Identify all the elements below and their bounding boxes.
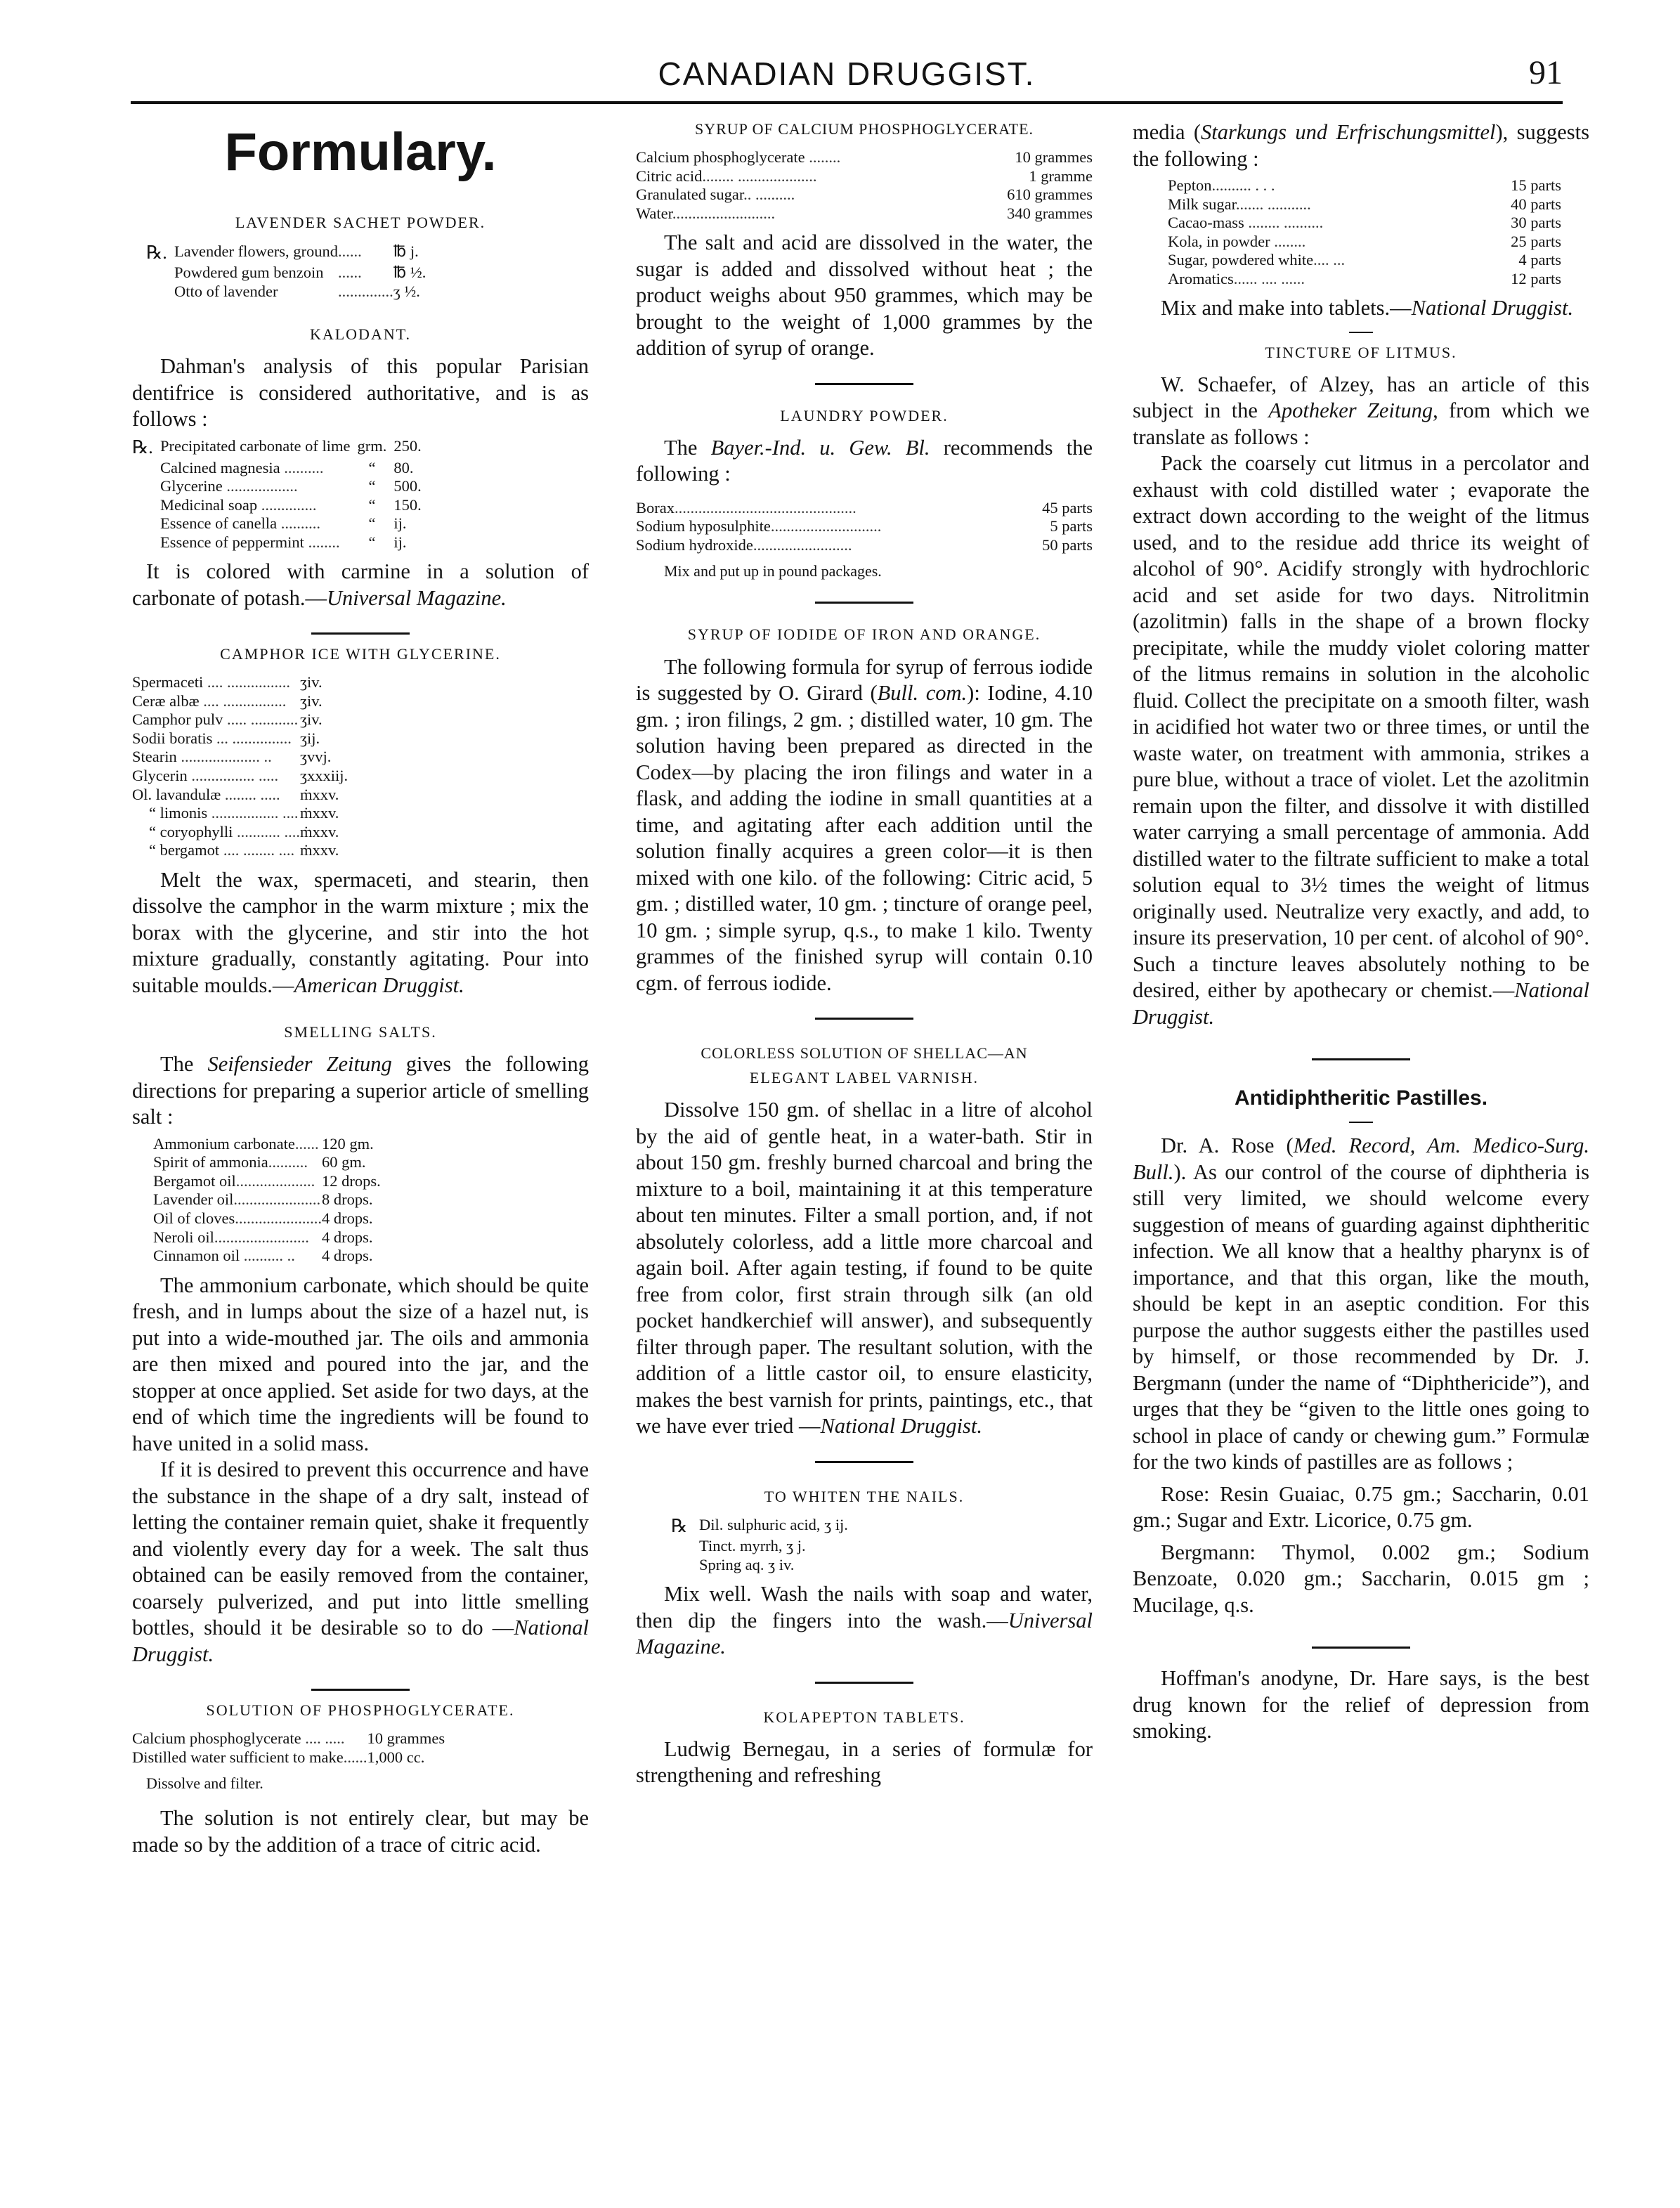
recipe-row bbox=[132, 767, 348, 786]
ingredient-qty: 500. bbox=[393, 477, 422, 495]
nails-text: Mix well. Wash the nails with soap and water, then dip the fingers into the wash.—Universal Magazine. bbox=[636, 1582, 1093, 1659]
recipe-row bbox=[132, 437, 422, 459]
ingredient-name: Borax.............................................. bbox=[636, 498, 857, 517]
heading-syrup-calcium: SYRUP OF CALCIUM PHOSPHOGLYCERATE. bbox=[694, 120, 1034, 138]
section-divider bbox=[815, 1461, 913, 1463]
ingredient-name: Glycerine .................. bbox=[160, 477, 298, 495]
ingredient-name: Ammonium carbonate...... bbox=[153, 1134, 319, 1152]
recipe-row bbox=[132, 1748, 445, 1767]
ingredient-qty: 30 parts bbox=[1511, 214, 1561, 232]
ingredient-qty: 5 parts bbox=[1050, 517, 1093, 535]
camphor-directions: Melt the wax, spermaceti, and stearin, then dissolve the camphor in the warm mixture ; mix the borax with the glycerine, and stir into the hot mixture gradually, constantly agitating. Pour into suitable moulds.—American Druggist. bbox=[132, 867, 589, 997]
phospho-recipe bbox=[132, 1729, 445, 1767]
ingredient-name: “ limonis ................. .... bbox=[149, 804, 299, 822]
ingredient-name: Calcium phosphoglycerate .... ..... bbox=[132, 1729, 345, 1748]
recipe-row bbox=[636, 536, 1093, 555]
column-2 bbox=[636, 119, 1093, 1789]
smelling-para-1: The ammonium carbonate, which should be quite fresh, and in lumps about the size of a hazel nut, is put into a wide-mouthed jar. The oils and ammonia are then mixed and poured into the jar, and the stopper at once applied. Set aside for two days, at the end of which time the ingredients will be found to have united in a solid mass. bbox=[132, 1273, 589, 1455]
ingredient-name: Bergamot oil.................... bbox=[153, 1171, 315, 1190]
heading-antidiphtheritic: Antidiphtheritic Pastilles. bbox=[1234, 1086, 1488, 1110]
heading-syrup-iodide: SYRUP OF IODIDE OF IRON AND ORANGE. bbox=[687, 625, 1041, 644]
ingredient-name: Tinct. myrrh, ʒ j. bbox=[699, 1537, 806, 1555]
page-number: 91 bbox=[1529, 54, 1563, 91]
rx-symbol: ℞. bbox=[146, 242, 167, 263]
litmus-para-1: W. Schaefer, of Alzey, has an article of this subject in the Apotheker Zeitung, from which we translate as follows : bbox=[1133, 372, 1589, 449]
source-citation: National Druggist. bbox=[820, 1414, 982, 1439]
ingredient-unit: “ bbox=[368, 514, 376, 533]
ingredient-qty: 8 drops. bbox=[321, 1190, 373, 1209]
ingredient-qty: ℔ ½. bbox=[393, 264, 426, 282]
ingredient-qty: 25 parts bbox=[1511, 232, 1561, 250]
ingredient-name: “ bergamot .... ........ .... bbox=[149, 841, 295, 859]
column-1 bbox=[132, 119, 589, 1858]
ingredient-qty: 50 parts bbox=[1042, 535, 1093, 554]
recipe-row bbox=[1168, 195, 1561, 214]
phospho-note: Dissolve and filter. bbox=[146, 1774, 263, 1793]
recipe-row bbox=[132, 673, 348, 692]
recipe-row bbox=[132, 748, 348, 767]
ingredient-qty: 1 gramme bbox=[1029, 167, 1093, 185]
ingredient-name: Calcium phosphoglycerate ........ bbox=[636, 148, 841, 167]
section-title-formulary: Formulary. bbox=[224, 122, 497, 182]
ingredient-name: Lavender oil...................... bbox=[153, 1190, 321, 1209]
ingredient-qty: 250. bbox=[393, 436, 422, 455]
section-divider bbox=[815, 602, 913, 604]
recipe-row bbox=[132, 841, 348, 860]
recipe-row bbox=[636, 167, 1093, 186]
section-divider bbox=[815, 383, 913, 385]
ingredient-name: Sugar, powdered white.... ... bbox=[1168, 251, 1346, 269]
recipe-row bbox=[132, 514, 422, 533]
ingredient-unit: “ bbox=[368, 477, 376, 495]
recipe-row bbox=[132, 823, 348, 842]
kola-end: Mix and make into tablets.—National Druggist. bbox=[1161, 296, 1574, 320]
ingredient-qty: ij. bbox=[393, 533, 407, 551]
recipe-row bbox=[671, 1537, 848, 1556]
ingredient-name: Lavender flowers, ground bbox=[174, 242, 339, 260]
ingredient-qty: 340 grammes bbox=[1007, 204, 1093, 222]
section-divider bbox=[815, 1682, 913, 1684]
ingredient-qty: 40 parts bbox=[1511, 195, 1561, 213]
recipe-row bbox=[153, 1190, 381, 1209]
smelling-intro: The Seifensieder Zeitung gives the following directions for preparing a superior article of smelling salt : bbox=[132, 1052, 590, 1129]
ingredient-qty: 610 grammes bbox=[1007, 186, 1093, 204]
ingredient-qty: 10 grammes bbox=[1015, 148, 1093, 167]
ingredient-name: Citric acid........ .................... bbox=[636, 167, 817, 185]
recipe-row bbox=[636, 186, 1093, 204]
ingredient-name: Cinnamon oil .......... .. bbox=[153, 1247, 295, 1265]
short-divider bbox=[1349, 332, 1373, 333]
recipe-row bbox=[132, 459, 422, 478]
ingredient-qty: ʒiv. bbox=[299, 710, 323, 729]
kalodant-intro: Dahman's analysis of this popular Parisian dentifrice is considered authoritative, and is as follows : bbox=[132, 354, 589, 431]
rx-symbol: ℞ bbox=[671, 1515, 688, 1536]
ingredient-name: Cacao-mass ........ .......... bbox=[1168, 214, 1324, 232]
recipe-row bbox=[132, 729, 348, 748]
section-divider bbox=[1312, 1647, 1410, 1649]
kalodant-recipe bbox=[132, 437, 422, 552]
ingredient-name: Sodium hyposulphite............................ bbox=[636, 517, 882, 535]
ingredient-unit: “ bbox=[368, 458, 376, 476]
ingredient-qty: ʒij. bbox=[299, 729, 320, 747]
ingredient-qty: 15 parts bbox=[1511, 176, 1561, 194]
ingredient-name: Ceræ albæ .... ................ bbox=[132, 691, 287, 710]
laundry-recipe bbox=[636, 499, 1093, 555]
recipe-row bbox=[132, 1729, 445, 1748]
ingredient-qty: ʒ ½. bbox=[393, 282, 420, 300]
ingredient-name: Medicinal soap .............. bbox=[160, 495, 317, 514]
heading-smelling-salts: SMELLING SALTS. bbox=[284, 1023, 437, 1041]
recipe-row bbox=[153, 1247, 381, 1266]
ingredient-qty: 120 gm. bbox=[321, 1134, 374, 1152]
kola-recipe bbox=[1168, 176, 1561, 288]
short-divider bbox=[1349, 1122, 1373, 1123]
litmus-para-2: Pack the coarsely cut litmus in a percolator and exhaust with cold distilled water ; evaporate the extract down according to the weight of the litmus used, and to the residue add thrice its weight of alcohol of 90°. Acidify strongly with hydrochloric acid and set aside for two days. Nitrolitmin (azolitmin) falls in the shape of a brown flocky precipitate, while the muddy violet coloring matter of the litmus remains in solution in the alcoholic fluid. Collect the precipitate on a smooth filter, wash in acidified hot water two or three times, or until the waste water, on treatment with ammonia, strikes a pure blue, without a trace of violet. Let the azolitmin remain upon the filter, and dissolve it with distilled water carrying a small percentage of ammonia. Add distilled water to the filtrate sufficient to make a total solution equal to 3½ times the weight of litmus originally used. Neutralize very exactly, and add, to insure its preservation, 10 per cent. of alcohol of 90°. Such a tincture leaves absolutely nothing to be desired, either by apothecary or chemist.—National Druggist. bbox=[1133, 451, 1589, 1029]
smelling-recipe bbox=[153, 1135, 381, 1266]
syrup-calcium-text: The salt and acid are dissolved in the water, the sugar is added and dissolved without heat ; the product weighs about 950 grammes, which may be brought to the weight of 1,000 grammes by the addition of syrup of orange. bbox=[636, 230, 1093, 361]
ingredient-name: Dil. sulphuric acid, ʒ ij. bbox=[699, 1515, 848, 1533]
ingredient-unit: grm. bbox=[357, 436, 387, 455]
recipe-row bbox=[132, 804, 348, 823]
ingredient-name: Sodii boratis ... ............... bbox=[132, 729, 292, 747]
ingredient-qty: 12 parts bbox=[1511, 269, 1561, 287]
recipe-row bbox=[1168, 176, 1561, 195]
source-citation: National Druggist. bbox=[1411, 296, 1574, 320]
recipe-row: Powdered gum benzoin ...... ℔ ½. bbox=[174, 264, 426, 282]
heading-whiten-nails: TO WHITEN THE NAILS. bbox=[764, 1487, 965, 1505]
section-divider bbox=[1312, 1058, 1410, 1060]
recipe-row: ℞. Lavender flowers, ground ...... ℔ j. bbox=[146, 242, 426, 264]
recipe-row bbox=[671, 1516, 848, 1538]
heading-camphor-ice: CAMPHOR ICE WITH GLYCERINE. bbox=[220, 645, 501, 663]
camphor-recipe bbox=[132, 673, 348, 859]
ingredient-qty: ʒiv. bbox=[299, 691, 323, 710]
recipe-row bbox=[636, 517, 1093, 536]
ingredient-name: “ coryophylli ........... .... bbox=[149, 822, 300, 840]
source-citation: National Druggist. bbox=[1133, 978, 1589, 1029]
ingredient-qty: 12 drops. bbox=[321, 1171, 381, 1190]
ingredient-name: Glycerin ................ ..... bbox=[132, 767, 279, 785]
ingredient-name: Spermaceti .... ................ bbox=[132, 673, 290, 691]
heading-shellac-line2: ELEGANT LABEL VARNISH. bbox=[749, 1069, 979, 1087]
ingredient-name: Essence of peppermint ........ bbox=[160, 533, 340, 551]
ingredient-name: Precipitated carbonate of lime bbox=[160, 436, 351, 455]
nails-recipe bbox=[671, 1516, 848, 1575]
kolapepton-text: Ludwig Bernegau, in a series of formulæ for strengthening and refreshing bbox=[636, 1736, 1093, 1788]
ingredient-name: Distilled water sufficient to make...... bbox=[132, 1748, 367, 1766]
iodide-text: The following formula for syrup of ferrous iodide is suggested by O. Girard (Bull. com.): Iodine, 4.10 gm. ; iron filings, 2 gm. ; distilled water, 10 gm. The solution having been prepared as directed in the Codex—by placing the iron filings and water in a flask, and adding the iodine in small quantities at a time, and agitating after each addition until the solution finally acquires a green color—it is then mixed with one kilo. of the following: Citric acid, 5 gm. ; distilled water, 10 gm. ; tincture of orange peel, 10 gm. ; simple syrup, q.s., to make 1 kilo. Twenty grammes of the finished syrup will contain 0.10 cgm. of ferrous iodide. bbox=[636, 654, 1093, 995]
ingredient-name: Aromatics...... .... ...... bbox=[1168, 269, 1305, 287]
pastilles-para-1: Dr. A. Rose (Med. Record, Am. Medico-Surg. Bull.). As our control of the course of diphtheria is still very limited, we should welcome every suggestion of means of guarding against diphtheritic infection. We all know that a healthy pharynx is of importance, and that this organ, like the mouth, should be kept in an aseptic condition. For this purpose the author suggests either the pastilles used by himself, or those recommended by Dr. J. Bergmann (under the name of “Diphthericide”), and urges that they be “given to the little ones going to school in place of candy or chewing gum.” Formulæ for the two kinds of pastilles are as follows ; bbox=[1133, 1134, 1589, 1474]
ingredient-name: Stearin .................... .. bbox=[132, 748, 272, 766]
recipe-row bbox=[153, 1209, 381, 1228]
ingredient-name: Otto of lavender bbox=[174, 282, 278, 300]
heading-tincture-litmus: TINCTURE OF LITMUS. bbox=[1265, 343, 1457, 361]
ingredient-qty: ʒxxxiij. bbox=[299, 767, 349, 785]
ingredient-qty: 4 drops. bbox=[321, 1228, 373, 1246]
ingredient-qty: ṁxxv. bbox=[299, 841, 339, 859]
source-citation: National Druggist. bbox=[132, 1616, 589, 1666]
heading-kalodant: KALODANT. bbox=[309, 325, 412, 344]
ingredient-qty: 1,000 cc. bbox=[367, 1748, 425, 1766]
heading-shellac: COLORLESS SOLUTION OF SHELLAC—AN bbox=[701, 1044, 1028, 1063]
ingredient-name: Sodium hydroxide......................... bbox=[636, 535, 852, 554]
kalodant-note: It is colored with carmine in a solution of carbonate of potash.—Universal Magazine. bbox=[132, 559, 589, 610]
lavender-recipe bbox=[146, 242, 426, 301]
journal-title: CANADIAN DRUGGIST. bbox=[658, 56, 1036, 92]
ingredient-name: Spirit of ammonia.......... bbox=[153, 1153, 308, 1171]
ingredient-qty: 60 gm. bbox=[321, 1153, 366, 1171]
recipe-row bbox=[132, 710, 348, 729]
recipe-row bbox=[153, 1153, 381, 1172]
laundry-note: Mix and put up in pound packages. bbox=[664, 562, 882, 580]
ingredient-qty: ʒiv. bbox=[299, 673, 323, 691]
shellac-text: Dissolve 150 gm. of shellac in a litre of alcohol by the aid of gentle heat, in a water-bath. Stir in about 150 gm. freshly burned charcoal and bring the mixture to a boil, maintaining it at this temperature about ten minutes. Filter a small portion, and, if not absolutely colorless, add a little more charcoal and again boil. After again testing, if found to be quite free from color, first strain through silk (an old pocket handkerchief will answer), and subsequently filter through paper. The resultant solution, with the addition of a little castor oil, to ensure elasticity, makes the best varnish for prints, paintings, etc., that we have ever tried —National Druggist. bbox=[636, 1098, 1093, 1439]
ingredient-qty: ʒvvj. bbox=[299, 748, 332, 766]
ingredient-qty: 10 grammes bbox=[367, 1729, 445, 1748]
recipe-row bbox=[132, 786, 348, 805]
section-divider bbox=[311, 1689, 410, 1691]
ingredient-name: Kola, in powder ........ bbox=[1168, 232, 1306, 250]
ingredient-qty: 45 parts bbox=[1042, 498, 1093, 517]
recipe-row bbox=[636, 148, 1093, 167]
heading-laundry-powder: LAUNDRY POWDER. bbox=[780, 406, 949, 424]
ingredient-name: Powdered gum benzoin bbox=[174, 264, 324, 282]
recipe-row bbox=[153, 1135, 381, 1154]
ingredient-name: Essence of canella .......... bbox=[160, 514, 321, 533]
recipe-row bbox=[132, 533, 422, 552]
ingredient-qty: ṁxxv. bbox=[299, 822, 339, 840]
ingredient-name: Camphor pulv ..... ............ bbox=[132, 710, 299, 729]
smelling-para-2: If it is desired to prevent this occurrence and have the substance in the shape of a dry salt, instead of letting the container remain quiet, shake it frequently and violently every day for a week. The salt thus obtained can be easily removed from the container, coarsely pulverized, and put into little smelling bottles, should it be desirable so to do —National Druggist. bbox=[132, 1457, 589, 1666]
section-divider bbox=[311, 632, 410, 635]
pastilles-para-2: Rose: Resin Guaiac, 0.75 gm.; Saccharin, 0.01 gm.; Sugar and Extr. Licorice, 0.75 gm. bbox=[1133, 1481, 1589, 1533]
source-citation: Universal Magazine. bbox=[326, 585, 507, 610]
ingredient-qty: ṁxxv. bbox=[299, 785, 339, 803]
recipe-row bbox=[671, 1556, 848, 1575]
recipe-row bbox=[636, 499, 1093, 518]
syrup-calcium-recipe bbox=[636, 148, 1093, 223]
hoffman-note: Hoffman's anodyne, Dr. Hare says, is the best drug known for the relief of depression from smoking. bbox=[1133, 1666, 1589, 1743]
section-divider bbox=[815, 1018, 913, 1020]
recipe-row bbox=[132, 496, 422, 515]
ingredient-qty: 4 parts bbox=[1518, 251, 1561, 269]
column-3 bbox=[1133, 119, 1589, 1745]
source-citation: Universal Magazine. bbox=[636, 1608, 1093, 1659]
recipe-row bbox=[1168, 214, 1561, 233]
heading-lavender-sachet: LAVENDER SACHET POWDER. bbox=[235, 214, 486, 232]
ingredient-qty: ṁxxv. bbox=[299, 804, 339, 822]
ingredient-unit: “ bbox=[368, 495, 376, 514]
ingredient-qty: ℔ j. bbox=[393, 242, 419, 260]
ingredient-name: Neroli oil........................ bbox=[153, 1228, 309, 1246]
recipe-row bbox=[1168, 233, 1561, 252]
recipe-row: Otto of lavender .............. ʒ ½. bbox=[146, 283, 426, 301]
recipe-row bbox=[132, 477, 422, 496]
recipe-row bbox=[153, 1228, 381, 1247]
heading-kolapepton: KOLAPEPTON TABLETS. bbox=[763, 1708, 965, 1726]
pastilles-para-3: Bergmann: Thymol, 0.002 gm.; Sodium Benzoate, 0.020 gm.; Saccharin, 0.015 gm ; Mucilage, q.s. bbox=[1133, 1540, 1589, 1617]
heading-phosphoglycerate: SOLUTION OF PHOSPHOGLYCERATE. bbox=[206, 1701, 515, 1720]
kola-continued: media (Starkungs und Erfrischungsmittel), suggests the following : bbox=[1133, 120, 1589, 171]
ingredient-name: Milk sugar....... ........... bbox=[1168, 195, 1311, 213]
source-citation: American Druggist. bbox=[294, 973, 464, 997]
recipe-row bbox=[153, 1172, 381, 1191]
ingredient-qty: 150. bbox=[393, 495, 422, 514]
phospho-text: The solution is not entirely clear, but may be made so by the addition of a trace of citric acid. bbox=[132, 1806, 589, 1857]
recipe-row bbox=[1168, 251, 1561, 270]
ingredient-name: Calcined magnesia .......... bbox=[160, 458, 324, 476]
ingredient-name: Spring aq. ʒ iv. bbox=[699, 1555, 795, 1573]
recipe-row bbox=[1168, 270, 1561, 289]
page-header bbox=[131, 52, 1563, 104]
ingredient-name: Ol. lavandulæ ........ ..... bbox=[132, 785, 280, 803]
ingredient-qty: 4 drops. bbox=[321, 1209, 373, 1227]
recipe-row bbox=[132, 692, 348, 711]
ingredient-qty: ij. bbox=[393, 514, 407, 533]
ingredient-name: Granulated sugar.. .......... bbox=[636, 186, 795, 204]
ingredient-name: Water.......................... bbox=[636, 204, 776, 222]
ingredient-name: Pepton.......... . . . bbox=[1168, 176, 1275, 194]
ingredient-name: Oil of cloves...................... bbox=[153, 1209, 322, 1227]
rx-symbol: ℞. bbox=[132, 436, 153, 457]
ingredient-unit: “ bbox=[368, 533, 376, 551]
ingredient-qty: 80. bbox=[393, 458, 414, 476]
ingredient-qty: 4 drops. bbox=[321, 1247, 373, 1265]
recipe-row bbox=[636, 204, 1093, 223]
laundry-intro: The Bayer.-Ind. u. Gew. Bl. recommends the following : bbox=[636, 435, 1093, 486]
